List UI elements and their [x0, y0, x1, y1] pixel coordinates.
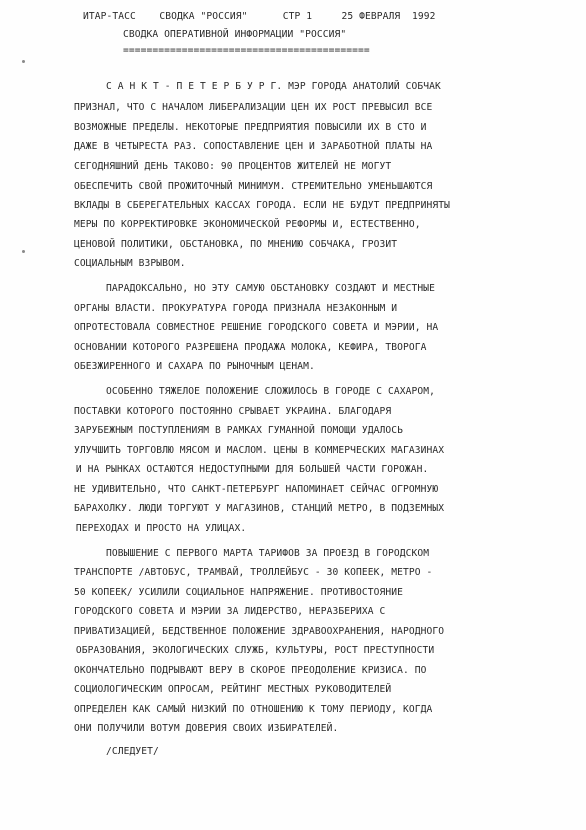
body-line: ОРГАНЫ ВЛАСТИ. ПРОКУРАТУРА ГОРОДА ПРИЗНАЛА НЕЗАКОННЫМ И	[74, 303, 398, 314]
body-line: ВОЗМОЖНЫЕ ПРЕДЕЛЫ. НЕКОТОРЫЕ ПРЕДПРИЯТИЯ ПОВЫСИЛИ ИХ В СТО И	[74, 122, 427, 133]
body-line: ДАЖЕ В ЧЕТЫРЕСТА РАЗ. СОПОСТАВЛЕНИЕ ЦЕН И ЗАРАБОТНОЙ ПЛАТЫ НА	[74, 141, 433, 152]
body-line: ОПРЕДЕЛЕН КАК САМЫЙ НИЗКИЙ ПО ОТНОШЕНИЮ К ТОМУ ПЕРИОДУ, КОГДА	[74, 704, 433, 715]
body-line: ПОСТАВКИ КОТОРОГО ПОСТОЯННО СРЫВАЕТ УКРАИНА. БЛАГОДАРЯ	[74, 406, 392, 417]
body-line: И НА РЫНКАХ ОСТАЮТСЯ НЕДОСТУПНЫМИ ДЛЯ БОЛЬШЕЙ ЧАСТИ ГОРОЖАН.	[70, 464, 429, 475]
body-line: ЦЕНОВОЙ ПОЛИТИКИ, ОБСТАНОВКА, ПО МНЕНИЮ СОБЧАКА, ГРОЗИТ	[74, 239, 398, 250]
body-line: ОБЕСПЕЧИТЬ СВОЙ ПРОЖИТОЧНЫЙ МИНИМУМ. СТРЕМИТЕЛЬНО УМЕНЬШАЮТСЯ	[74, 181, 433, 192]
body-line: С А Н К Т - П Е Т Е Р Б У Р Г. МЭР ГОРОДА АНАТОЛИЙ СОБЧАК	[106, 81, 441, 92]
paper-speck	[22, 250, 25, 253]
body-line: ОБРАЗОВАНИЯ, ЭКОЛОГИЧЕСКИХ СЛУЖБ, КУЛЬТУРЫ, РОСТ ПРЕСТУПНОСТИ	[70, 645, 435, 656]
header-agency-line: ИТАР-ТАСС СВОДКА "РОССИЯ" СТР 1 25 ФЕВРАЛЯ 1992	[83, 11, 436, 22]
body-line: ОКОНЧАТЕЛЬНО ПОДРЫВАЮТ ВЕРУ В СКОРОЕ ПРЕОДОЛЕНИЕ КРИЗИСА. ПО	[74, 665, 427, 676]
body-line: ОСОБЕННО ТЯЖЕЛОЕ ПОЛОЖЕНИЕ СЛОЖИЛОСЬ В ГОРОДЕ С САХАРОМ,	[106, 386, 436, 397]
body-line: ОБЕЗЖИРЕННОГО И САХАРА ПО РЫНОЧНЫМ ЦЕНАМ.	[74, 361, 315, 372]
body-line: НЕ УДИВИТЕЛЬНО, ЧТО САНКТ-ПЕТЕРБУРГ НАПОМИНАЕТ СЕЙЧАС ОГРОМНУЮ	[74, 484, 439, 495]
body-line: СЕГОДНЯШНИЙ ДЕНЬ ТАКОВО: 90 ПРОЦЕНТОВ ЖИТЕЛЕЙ НЕ МОГУТ	[74, 161, 392, 172]
body-line: ГОРОДСКОГО СОВЕТА И МЭРИИ ЗА ЛИДЕРСТВО, НЕРАЗБЕРИХА С	[74, 606, 386, 617]
body-line: ПЕРЕХОДАХ И ПРОСТО НА УЛИЦАХ.	[70, 523, 247, 534]
body-line: ОНИ ПОЛУЧИЛИ ВОТУМ ДОВЕРИЯ СВОИХ ИЗБИРАТЕЛЕЙ.	[74, 723, 339, 734]
header-separator: ==========================================	[123, 45, 370, 56]
body-line: ПОВЫШЕНИЕ С ПЕРВОГО МАРТА ТАРИФОВ ЗА ПРОЕЗД В ГОРОДСКОМ	[106, 548, 430, 559]
body-line: БАРАХОЛКУ. ЛЮДИ ТОРГУЮТ У МАГАЗИНОВ, СТАНЦИЙ МЕТРО, В ПОДЗЕМНЫХ	[74, 503, 445, 514]
body-line: ПРИЗНАЛ, ЧТО С НАЧАЛОМ ЛИБЕРАЛИЗАЦИИ ЦЕН ИХ РОСТ ПРЕВЫСИЛ ВСЕ	[74, 102, 433, 113]
body-line: 50 КОПЕЕК/ УСИЛИЛИ СОЦИАЛЬНОЕ НАПРЯЖЕНИЕ. ПРОТИВОСТОЯНИЕ	[74, 587, 404, 598]
body-line: СОЦИАЛЬНЫМ ВЗРЫВОМ.	[74, 258, 186, 269]
header-title-line: СВОДКА ОПЕРАТИВНОЙ ИНФОРМАЦИИ "РОССИЯ"	[123, 29, 347, 40]
body-line: ПРИВАТИЗАЦИЕЙ, БЕДСТВЕННОЕ ПОЛОЖЕНИЕ ЗДРАВООХРАНЕНИЯ, НАРОДНОГО	[74, 626, 445, 637]
body-line: ЗАРУБЕЖНЫМ ПОСТУПЛЕНИЯМ В РАМКАХ ГУМАННОЙ ПОМОЩИ УДАЛОСЬ	[74, 425, 404, 436]
body-line: ВКЛАДЫ В СБЕРЕГАТЕЛЬНЫХ КАССАХ ГОРОДА. ЕСЛИ НЕ БУДУТ ПРЕДПРИНЯТЫ	[74, 200, 451, 211]
body-line: СОЦИОЛОГИЧЕСКИМ ОПРОСАМ, РЕЙТИНГ МЕСТНЫХ РУКОВОДИТЕЛЕЙ	[74, 684, 392, 695]
paper-speck	[22, 60, 25, 63]
body-line: ТРАНСПОРТЕ /АВТОБУС, ТРАМВАЙ, ТРОЛЛЕЙБУС - 30 КОПЕЕК, МЕТРО -	[74, 567, 433, 578]
continued-marker: /СЛЕДУЕТ/	[106, 746, 159, 757]
body-line: ОПРОТЕСТОВАЛА СОВМЕСТНОЕ РЕШЕНИЕ ГОРОДСКОГО СОВЕТА И МЭРИИ, НА	[74, 322, 439, 333]
body-line: УЛУЧШИТЬ ТОРГОВЛЮ МЯСОМ И МАСЛОМ. ЦЕНЫ В КОММЕРЧЕСКИХ МАГАЗИНАХ	[74, 445, 445, 456]
body-line: МЕРЫ ПО КОРРЕКТИРОВКЕ ЭКОНОМИЧЕСКОЙ РЕФОРМЫ И, ЕСТЕСТВЕННО,	[74, 219, 421, 230]
body-line: ОСНОВАНИИ КОТОРОГО РАЗРЕШЕНА ПРОДАЖА МОЛОКА, КЕФИРА, ТВОРОГА	[74, 342, 427, 353]
body-line: ПАРАДОКСАЛЬНО, НО ЭТУ САМУЮ ОБСТАНОВКУ СОЗДАЮТ И МЕСТНЫЕ	[106, 283, 436, 294]
